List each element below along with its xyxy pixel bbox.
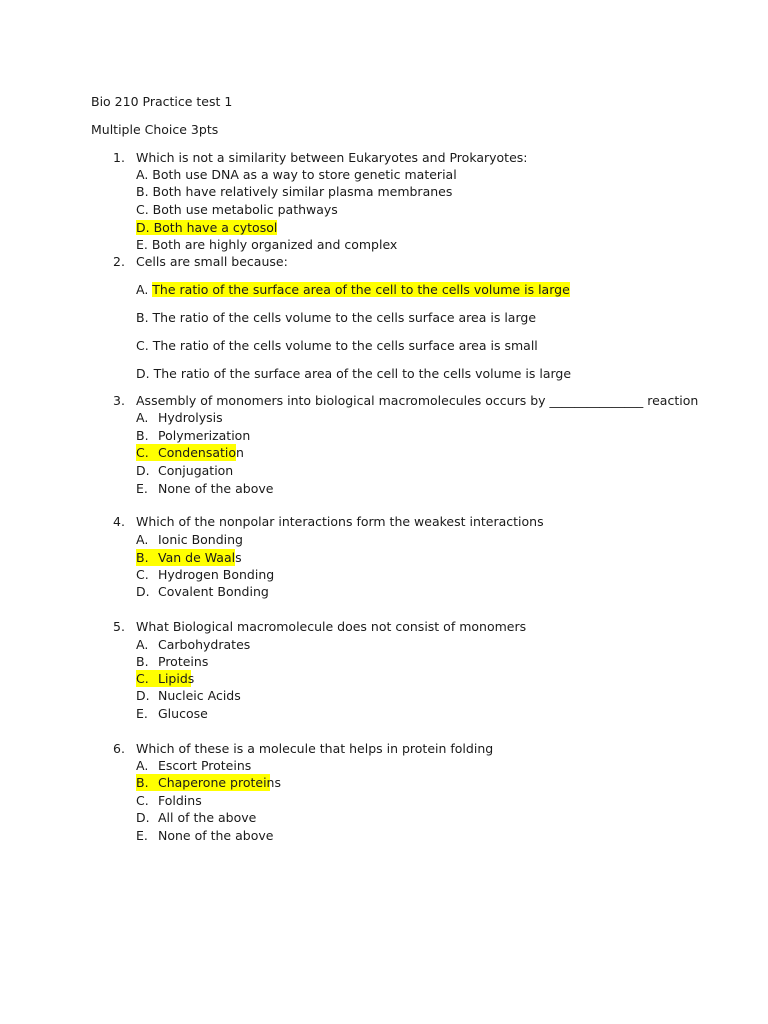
option-letter: D. [136, 366, 150, 381]
option-letter: E. [136, 828, 148, 843]
option-text: All of the above [158, 810, 257, 825]
option-text: Hydrolysis [158, 410, 223, 425]
option-letter: E. [136, 481, 148, 496]
question-text: Assembly of monomers into biological macromolecules occurs by _______________ reaction [136, 393, 699, 408]
option-text: Lipids [158, 671, 195, 686]
option-letter: C. [136, 793, 149, 808]
option-text-highlighted: The ratio of the surface area of the cell to the cells volume is large [152, 282, 570, 297]
question-text: Which of the nonpolar interactions form the weakest interactions [136, 514, 544, 529]
question-text: Which is not a similarity between Eukaryotes and Prokaryotes: [136, 150, 528, 165]
document-title: Bio 210 Practice test 1 [91, 94, 233, 109]
option-letter: D. [136, 584, 150, 599]
option-letter: C. [136, 567, 149, 582]
option-text: Escort Proteins [158, 758, 252, 773]
question-text: Cells are small because: [136, 254, 288, 269]
question-number: 4. [113, 514, 125, 529]
option-letter: D. [136, 463, 150, 478]
option-text: Nucleic Acids [158, 688, 241, 703]
option-text: Covalent Bonding [158, 584, 269, 599]
question-text: Which of these is a molecule that helps in protein folding [136, 741, 494, 756]
option-text: Glucose [158, 706, 208, 721]
option-letter: B. [136, 310, 149, 325]
question-number: 3. [113, 393, 125, 408]
answer-option-highlighted [136, 444, 244, 461]
answer-option: E. Both are highly organized and complex [136, 237, 398, 252]
option-text: The ratio of the cells volume to the cells surface area is large [152, 310, 537, 325]
option-letter: C. [136, 671, 149, 686]
answer-option [136, 309, 536, 326]
option-letter: D. [136, 688, 150, 703]
question-text: What Biological macromolecule does not consist of monomers [136, 619, 527, 634]
option-text: Proteins [158, 654, 209, 669]
option-letter: E. [136, 706, 148, 721]
answer-option: B. Both have relatively similar plasma membranes [136, 184, 453, 199]
section-heading: Multiple Choice 3pts [91, 122, 219, 137]
answer-option [136, 281, 570, 298]
answer-option-highlighted: D. Both have a cytosol [136, 220, 278, 235]
option-letter: B. [136, 550, 149, 565]
option-text: The ratio of the surface area of the cell to the cells volume is large [153, 366, 572, 381]
question-number: 5. [113, 619, 125, 634]
option-text: Ionic Bonding [158, 532, 243, 547]
option-text: Condensation [158, 445, 244, 460]
option-letter: C. [136, 445, 149, 460]
option-letter: C. [136, 338, 149, 353]
option-text: Van de Waals [158, 550, 242, 565]
option-letter: B. [136, 428, 149, 443]
question-number: 2. [113, 254, 125, 269]
option-letter: A. [136, 637, 149, 652]
option-text: Polymerization [158, 428, 251, 443]
option-text: Chaperone proteins [158, 775, 281, 790]
option-letter: A. [136, 758, 149, 773]
option-text: Carbohydrates [158, 637, 251, 652]
option-text: None of the above [158, 481, 274, 496]
option-text: None of the above [158, 828, 274, 843]
option-text: Hydrogen Bonding [158, 567, 275, 582]
option-letter: B. [136, 775, 149, 790]
option-letter: A. [136, 410, 149, 425]
answer-option-highlighted [136, 670, 195, 687]
question-number: 6. [113, 741, 125, 756]
answer-option-highlighted [136, 549, 242, 566]
question-number: 1. [113, 150, 125, 165]
option-letter: D. [136, 810, 150, 825]
option-letter: A. [136, 282, 149, 297]
answer-option [136, 337, 538, 354]
answer-option: C. Both use metabolic pathways [136, 202, 338, 217]
option-text: Foldins [158, 793, 202, 808]
option-text: Conjugation [158, 463, 234, 478]
option-text: The ratio of the cells volume to the cells surface area is small [152, 338, 538, 353]
option-letter: A. [136, 532, 149, 547]
option-letter: B. [136, 654, 149, 669]
answer-option [136, 365, 571, 382]
answer-option-highlighted [136, 774, 281, 791]
answer-option: A. Both use DNA as a way to store genetic material [136, 167, 457, 182]
